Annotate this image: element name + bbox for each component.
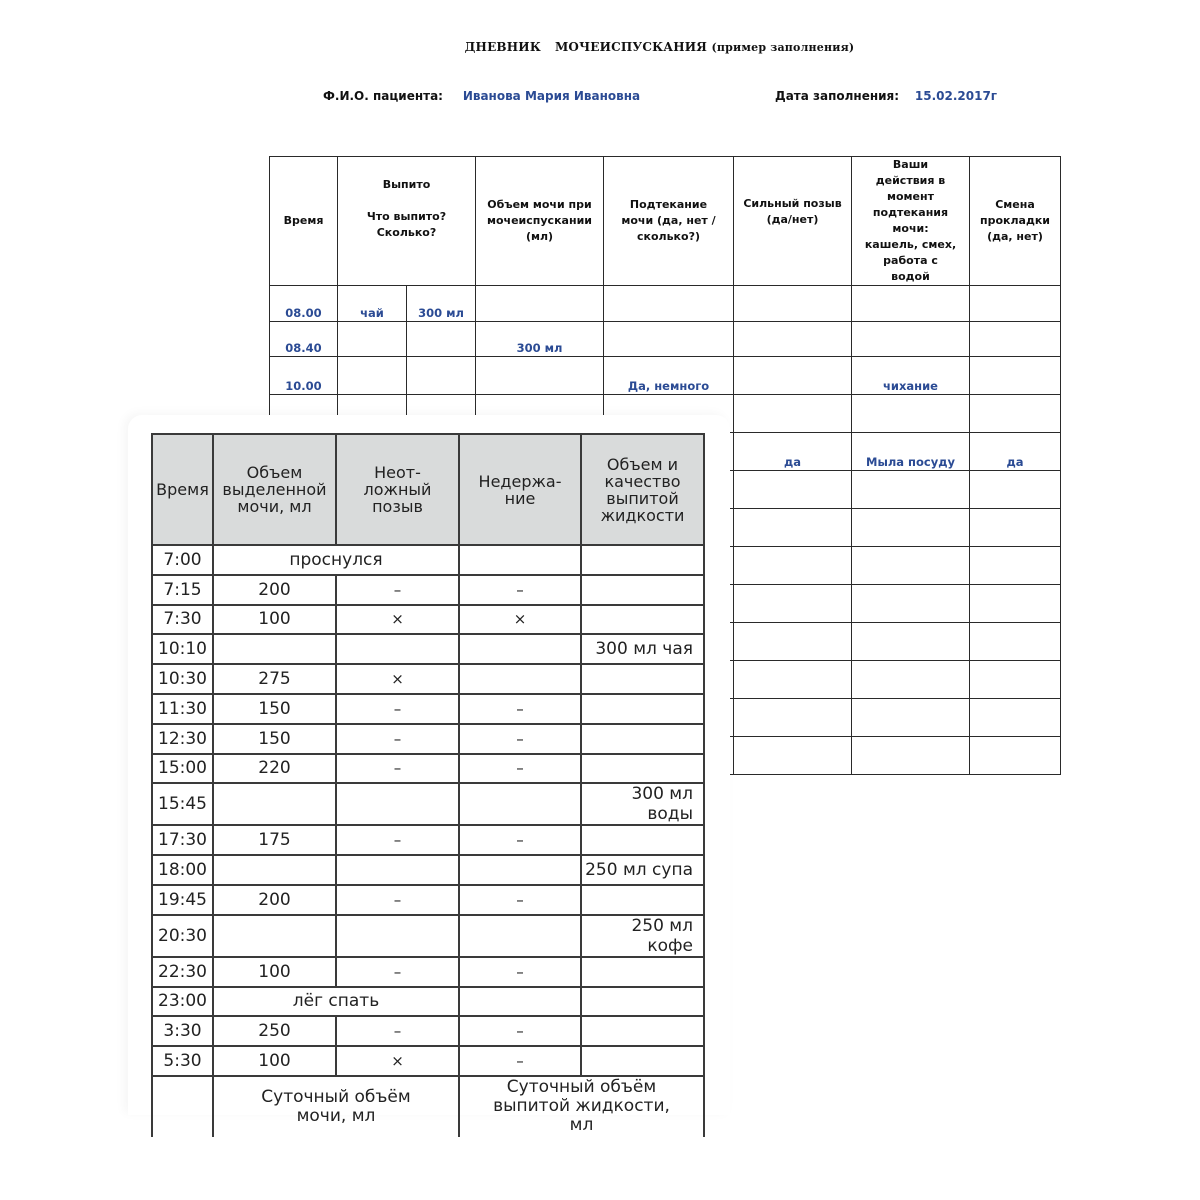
header-fluid: Объем и качество выпитой жидкости bbox=[581, 434, 704, 545]
cell-urge bbox=[336, 855, 459, 885]
cell-fluid bbox=[581, 545, 704, 575]
cell-volume bbox=[213, 915, 336, 957]
cell-note: лёг спать bbox=[213, 987, 459, 1017]
table-row bbox=[152, 1016, 704, 1046]
cell-pad bbox=[970, 395, 1061, 433]
cell-time: 7:00 bbox=[152, 545, 213, 575]
table-row bbox=[270, 286, 1061, 322]
header-pad-change: Смена прокладки (да, нет) bbox=[970, 157, 1061, 286]
cell-fluid bbox=[581, 1016, 704, 1046]
table-row bbox=[152, 825, 704, 855]
cell-urge: – bbox=[336, 754, 459, 784]
cell-time: 10:10 bbox=[152, 634, 213, 664]
header-time: Время bbox=[152, 434, 213, 545]
cell-incontinence: – bbox=[459, 885, 581, 915]
cell-time: 18:00 bbox=[152, 855, 213, 885]
cell-incontinence bbox=[459, 783, 581, 825]
patient-line bbox=[323, 89, 640, 103]
cell-time: 11:30 bbox=[152, 694, 213, 724]
cell-leak bbox=[604, 286, 734, 322]
cell-incontinence bbox=[459, 634, 581, 664]
cell-volume bbox=[213, 855, 336, 885]
cell-urge bbox=[734, 322, 852, 357]
cell-time: 7:15 bbox=[152, 575, 213, 605]
cell-fluid bbox=[581, 1046, 704, 1076]
table-row bbox=[152, 855, 704, 885]
cell-volume: 150 bbox=[213, 694, 336, 724]
table-row bbox=[152, 783, 704, 825]
cell-urge bbox=[734, 395, 852, 433]
cell-volume bbox=[476, 286, 604, 322]
daily-urine-total-label: Суточный объём мочи, мл bbox=[213, 1076, 459, 1137]
cell-volume: 100 bbox=[213, 1046, 336, 1076]
table-row bbox=[270, 322, 1061, 357]
cell-action bbox=[852, 395, 970, 433]
cell-action bbox=[852, 322, 970, 357]
cell-incontinence bbox=[459, 855, 581, 885]
cell-urge: – bbox=[336, 1016, 459, 1046]
header-drunk bbox=[338, 157, 476, 286]
cell-time: 7:30 bbox=[152, 605, 213, 635]
cell-pad bbox=[970, 357, 1061, 395]
cell-incontinence bbox=[459, 987, 581, 1017]
table-row bbox=[152, 694, 704, 724]
cell-fluid bbox=[581, 694, 704, 724]
table-row bbox=[152, 664, 704, 694]
cell-fluid bbox=[581, 575, 704, 605]
daily-fluid-total-label: Суточный объём выпитой жидкости, мл bbox=[459, 1076, 704, 1137]
cell-volume: 150 bbox=[213, 724, 336, 754]
table-row bbox=[152, 915, 704, 957]
totals-row bbox=[152, 1076, 704, 1137]
cell-time: 3:30 bbox=[152, 1016, 213, 1046]
cell-urge: × bbox=[336, 1046, 459, 1076]
cell-fluid bbox=[581, 664, 704, 694]
cell-urge: × bbox=[336, 605, 459, 635]
header-actions: Ваши действия в момент подтекания мочи: кашель, смех, работа с водой bbox=[852, 157, 970, 286]
cell-urge: – bbox=[336, 885, 459, 915]
header-drunk-sub: Что выпито? Сколько? bbox=[366, 210, 447, 239]
cell-volume: 300 мл bbox=[476, 322, 604, 357]
cell-fluid: 300 мл воды bbox=[581, 783, 704, 825]
cell-volume: 100 bbox=[213, 605, 336, 635]
cell-time: 08.40 bbox=[270, 322, 338, 357]
cell-pad bbox=[970, 286, 1061, 322]
cell-leak bbox=[604, 322, 734, 357]
cell-volume bbox=[213, 783, 336, 825]
cell-urge: – bbox=[336, 957, 459, 987]
table-row bbox=[152, 1046, 704, 1076]
cell-fluid bbox=[581, 605, 704, 635]
cell-urge: × bbox=[336, 664, 459, 694]
cell-time: 15:00 bbox=[152, 754, 213, 784]
header-urge: Неот-ложный позыв bbox=[336, 434, 459, 545]
cell-fluid: 300 мл чая bbox=[581, 634, 704, 664]
cell-urge: да bbox=[734, 433, 852, 471]
table-row bbox=[152, 545, 704, 575]
table-row bbox=[152, 754, 704, 784]
cell-time: 22:30 bbox=[152, 957, 213, 987]
cell-incontinence: – bbox=[459, 575, 581, 605]
cell-drink bbox=[338, 322, 407, 357]
title-second: МОЧЕИСПУСКАНИЯ bbox=[554, 40, 708, 54]
cell-time: 17:30 bbox=[152, 825, 213, 855]
cell-time: 15:45 bbox=[152, 783, 213, 825]
header-drunk-title: Выпито bbox=[382, 178, 431, 191]
cell-incontinence: – bbox=[459, 754, 581, 784]
cell-action: чихание bbox=[852, 357, 970, 395]
table-row bbox=[152, 724, 704, 754]
patient-label: Ф.И.О. пациента: bbox=[323, 89, 443, 103]
cell-volume bbox=[476, 357, 604, 395]
front-diary-table bbox=[151, 433, 705, 1137]
cell-urge bbox=[734, 357, 852, 395]
header-urine-volume: Объем мочи при мочеиспускании (мл) bbox=[476, 157, 604, 286]
cell-incontinence bbox=[459, 545, 581, 575]
cell-action: Мыла посуду bbox=[852, 433, 970, 471]
table-row bbox=[152, 885, 704, 915]
diary-title bbox=[247, 40, 1072, 54]
cell-volume: 250 bbox=[213, 1016, 336, 1046]
cell-action bbox=[852, 286, 970, 322]
cell-volume: 220 bbox=[213, 754, 336, 784]
cell-urge bbox=[734, 286, 852, 322]
cell-time: 5:30 bbox=[152, 1046, 213, 1076]
patient-name: Иванова Мария Ивановна bbox=[462, 89, 641, 103]
cell-urge: – bbox=[336, 694, 459, 724]
table-row bbox=[152, 957, 704, 987]
cell-time: 20:30 bbox=[152, 915, 213, 957]
cell-urge: – bbox=[336, 724, 459, 754]
cell-urge bbox=[336, 915, 459, 957]
cell-volume: 200 bbox=[213, 575, 336, 605]
table-row bbox=[270, 357, 1061, 395]
front-diary-sheet bbox=[128, 415, 730, 1136]
cell-volume: 100 bbox=[213, 957, 336, 987]
table-row bbox=[152, 987, 704, 1017]
cell-incontinence: – bbox=[459, 825, 581, 855]
cell-fluid: 250 мл супа bbox=[581, 855, 704, 885]
cell-incontinence: – bbox=[459, 1016, 581, 1046]
cell-volume: 275 bbox=[213, 664, 336, 694]
header-urge: Сильный позыв (да/нет) bbox=[734, 157, 852, 286]
cell-incontinence: – bbox=[459, 957, 581, 987]
cell-volume: 175 bbox=[213, 825, 336, 855]
cell-amount: 300 мл bbox=[407, 286, 476, 322]
totals-empty-cell bbox=[152, 1076, 213, 1137]
date-value: 15.02.2017г bbox=[914, 89, 998, 103]
cell-incontinence bbox=[459, 915, 581, 957]
cell-amount bbox=[407, 322, 476, 357]
date-label: Дата заполнения: bbox=[775, 89, 900, 103]
cell-volume: 200 bbox=[213, 885, 336, 915]
cell-volume bbox=[213, 634, 336, 664]
cell-pad: да bbox=[970, 433, 1061, 471]
table-row bbox=[152, 634, 704, 664]
cell-incontinence: – bbox=[459, 724, 581, 754]
cell-time: 12:30 bbox=[152, 724, 213, 754]
cell-fluid bbox=[581, 754, 704, 784]
cell-incontinence: × bbox=[459, 605, 581, 635]
header-time: Время bbox=[270, 157, 338, 286]
header-leakage: Подтекание мочи (да, нет / сколько?) bbox=[604, 157, 734, 286]
cell-urge bbox=[336, 634, 459, 664]
cell-incontinence: – bbox=[459, 694, 581, 724]
table-row bbox=[152, 605, 704, 635]
cell-drink bbox=[338, 357, 407, 395]
cell-fluid bbox=[581, 987, 704, 1017]
cell-time: 10.00 bbox=[270, 357, 338, 395]
cell-time: 10:30 bbox=[152, 664, 213, 694]
cell-urge: – bbox=[336, 575, 459, 605]
cell-drink: чай bbox=[338, 286, 407, 322]
cell-incontinence: – bbox=[459, 1046, 581, 1076]
cell-time: 08.00 bbox=[270, 286, 338, 322]
cell-amount bbox=[407, 357, 476, 395]
cell-leak: Да, немного bbox=[604, 357, 734, 395]
cell-fluid: 250 мл кофе bbox=[581, 915, 704, 957]
cell-fluid bbox=[581, 957, 704, 987]
cell-time: 23:00 bbox=[152, 987, 213, 1017]
header-volume: Объем выделенной мочи, мл bbox=[213, 434, 336, 545]
date-line bbox=[775, 89, 997, 103]
cell-time: 19:45 bbox=[152, 885, 213, 915]
title-main: ДНЕВНИК bbox=[464, 40, 541, 54]
cell-urge bbox=[336, 783, 459, 825]
cell-incontinence bbox=[459, 664, 581, 694]
cell-fluid bbox=[581, 724, 704, 754]
cell-fluid bbox=[581, 825, 704, 855]
table-row bbox=[152, 575, 704, 605]
cell-urge: – bbox=[336, 825, 459, 855]
title-sub: (пример заполнения) bbox=[711, 41, 855, 54]
cell-fluid bbox=[581, 885, 704, 915]
cell-note: проснулся bbox=[213, 545, 459, 575]
header-incontinence: Недержа-ние bbox=[459, 434, 581, 545]
cell-pad bbox=[970, 322, 1061, 357]
